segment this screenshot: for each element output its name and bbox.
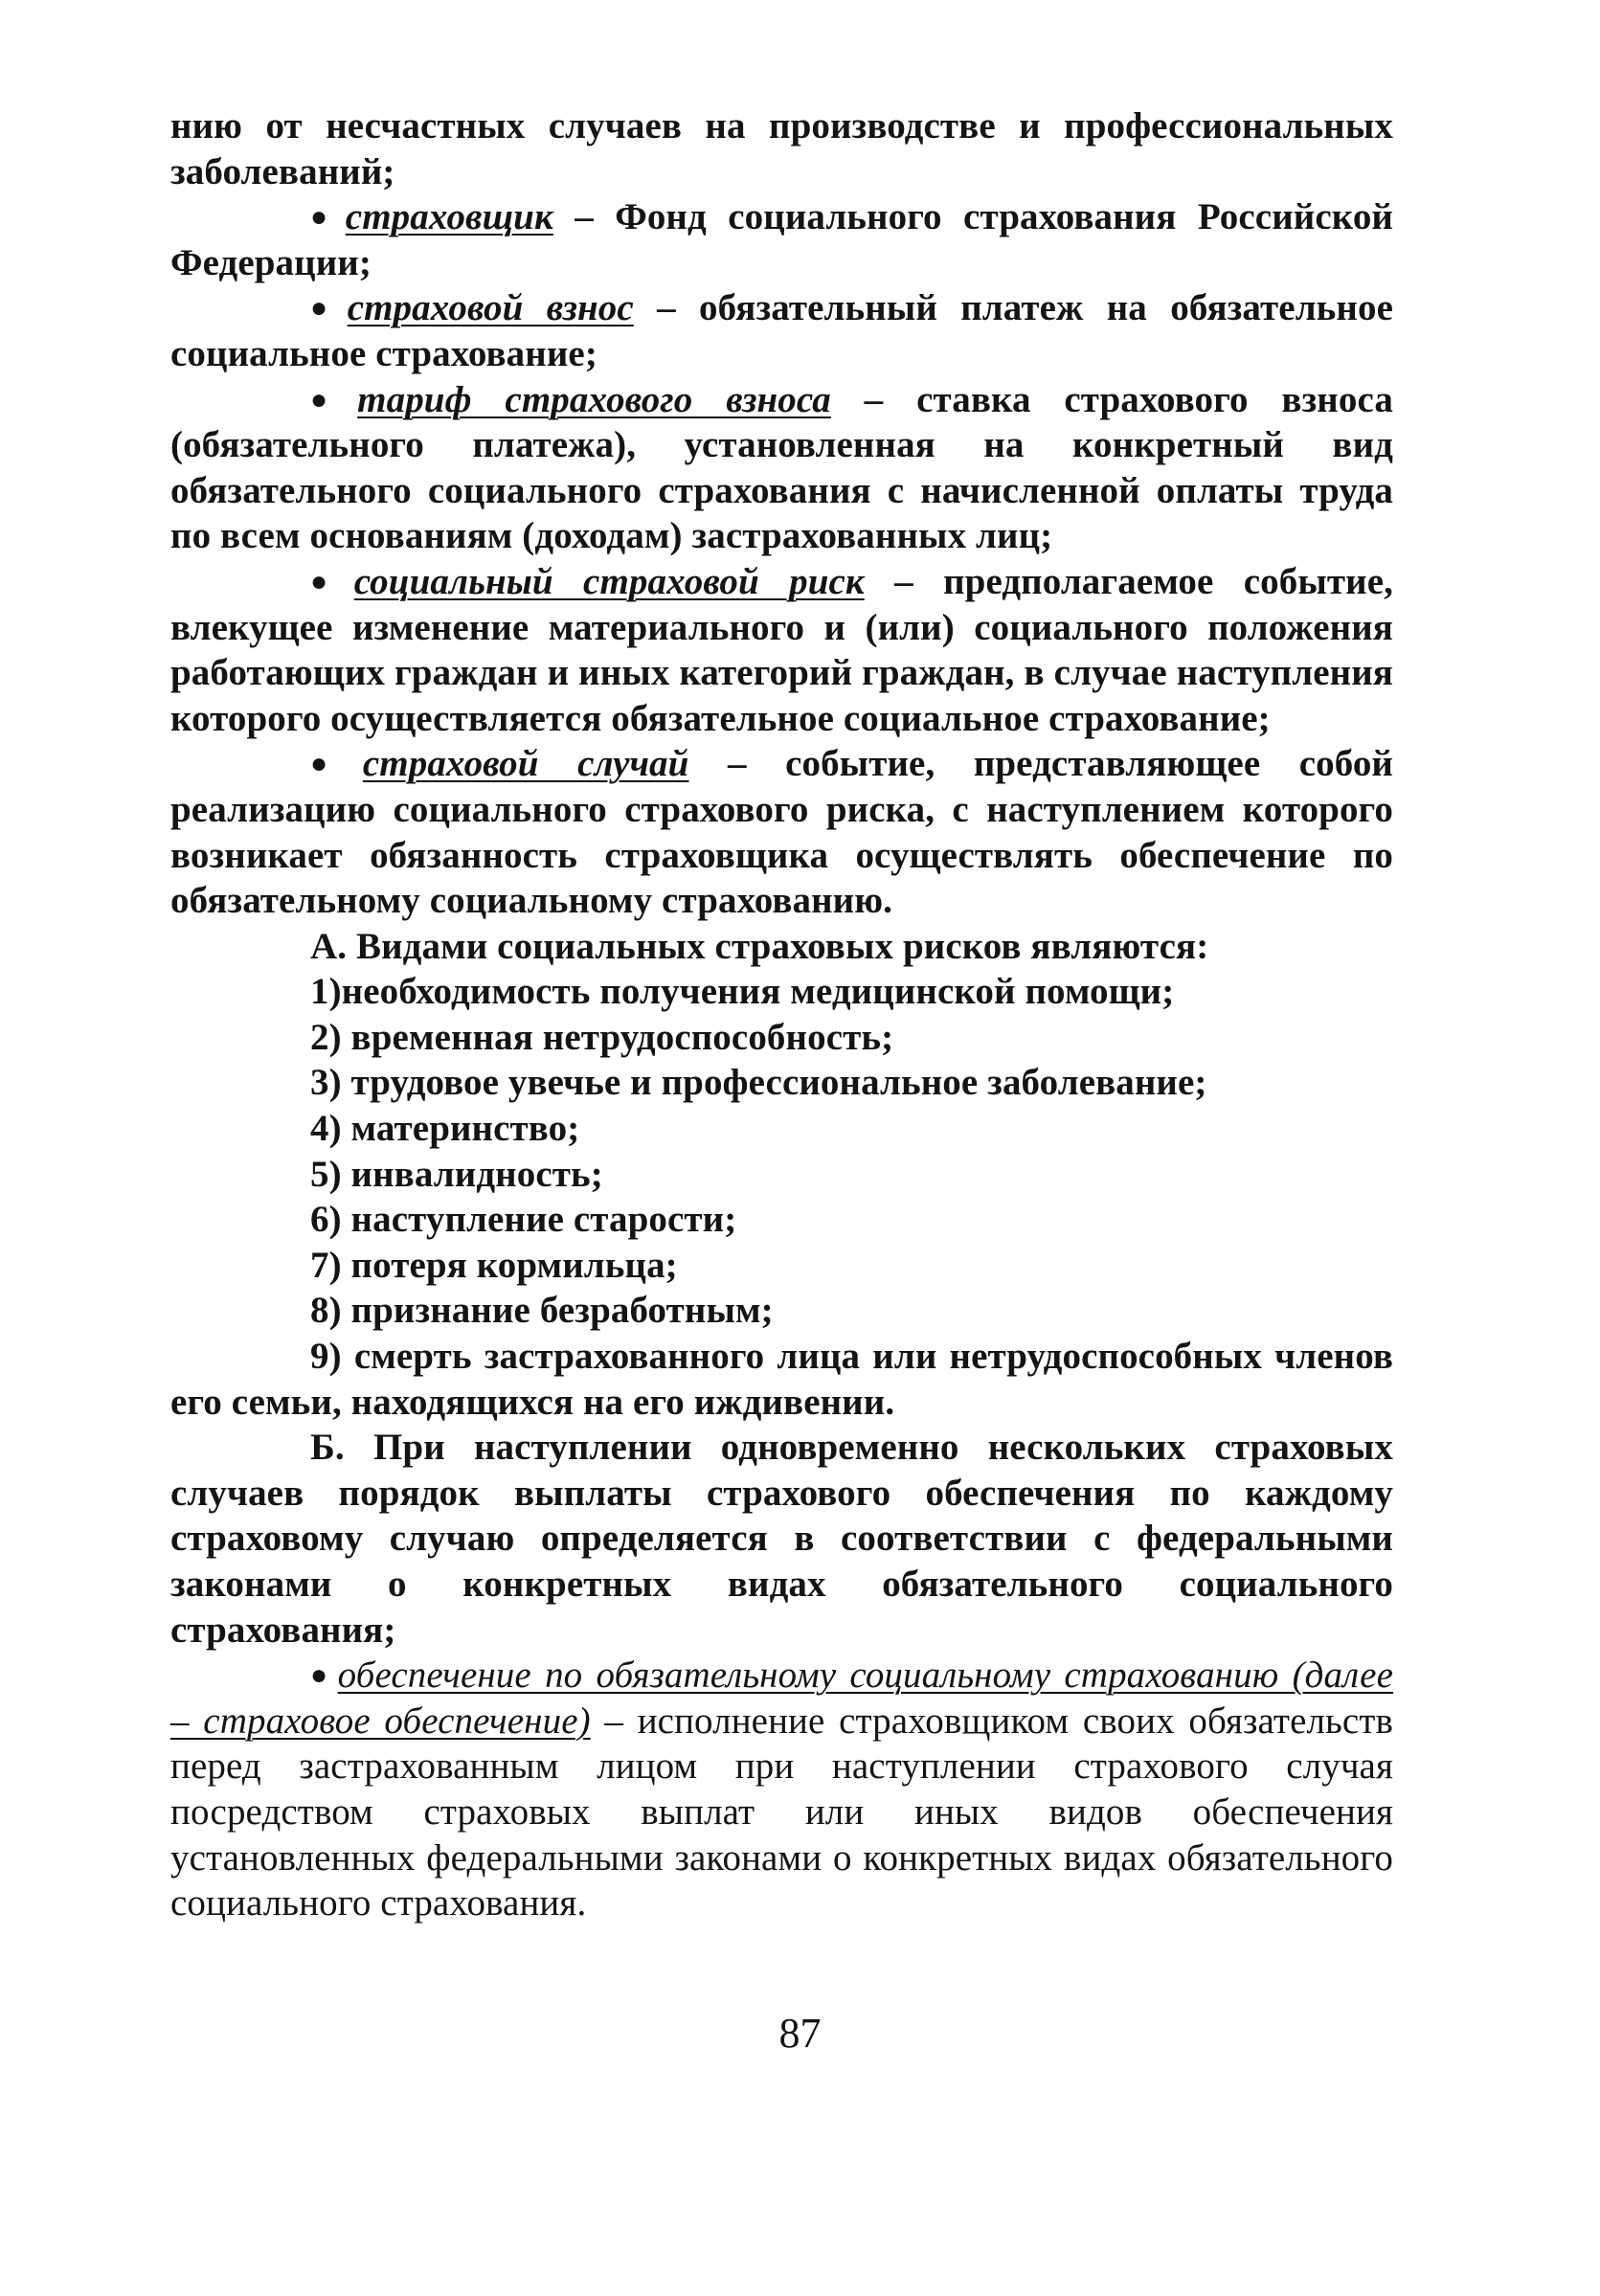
risk-list-item xyxy=(170,1152,1393,1198)
risk-list-item xyxy=(170,969,1393,1015)
definition-text: – событие, представляющее собой реализацию социального страхового риска, с наступлением которого возникает обязанность страховщика осуществлять обеспечение по обязательному социальному страхованию. xyxy=(170,743,1393,922)
paragraph-text: Б. При наступлении одновременно нескольких страховых случаев порядок выплаты страхового обеспечения по каждому страховому случаю определяется в соответствии с федеральными законами о конкретных видах обязательного социального страхования; xyxy=(170,1427,1393,1651)
page-number: 87 xyxy=(778,2010,822,2057)
definition-text: – предполагаемое событие, влекущее изменение материального и (или) социального положения работающих граждан и иных категорий граждан, в случае наступления которого осуществляется обязательное социальное страхование; xyxy=(170,560,1393,739)
list-item-text: 5) инвалидность; xyxy=(310,1153,603,1195)
definition-term: тариф страхового взноса xyxy=(357,378,831,420)
list-item-text: 2) временная нетрудоспособность; xyxy=(310,1016,894,1058)
list-item-text: 3) трудовое увечье и профессиональное заболевание; xyxy=(310,1062,1207,1104)
bullet-icon: ● xyxy=(310,201,340,234)
bullet-icon: ● xyxy=(310,383,352,416)
risk-list-item xyxy=(170,1288,1393,1334)
definition-insurer xyxy=(170,194,1393,285)
risk-list-item xyxy=(170,1334,1393,1425)
risk-list-item xyxy=(170,1106,1393,1152)
list-item-text: 6) наступление старости; xyxy=(310,1199,737,1241)
definition-tariff xyxy=(170,377,1393,559)
bullet-icon: ● xyxy=(310,748,357,780)
risk-list-item xyxy=(170,1060,1393,1106)
definition-insurance-provision xyxy=(170,1653,1393,1926)
definition-term: страховой случай xyxy=(362,743,689,785)
definition-insured-event xyxy=(170,741,1393,923)
definition-contribution xyxy=(170,285,1393,376)
paragraph-multiple-events xyxy=(170,1425,1393,1653)
risk-list-item xyxy=(170,1243,1393,1289)
definition-text: – обязательный платеж на обязательное социальное страхование; xyxy=(170,287,1393,374)
definition-text: – Фонд социального страхования Российской Федерации; xyxy=(170,196,1393,283)
paragraph-continuation xyxy=(170,103,1393,194)
definition-term: социальный страховой риск xyxy=(353,560,865,602)
bullet-icon: ● xyxy=(310,292,342,325)
bullet-icon: ● xyxy=(310,565,349,597)
definition-text: – исполнение страховщиком своих обязательств перед застрахованным лицом при наступлении страхового случая посредством страховых выплат или иных видов обеспечения установленных федеральными законами о конкретных видах обязательного социального страхования. xyxy=(170,1699,1393,1925)
list-item-text: 1)необходимость получения медицинской помощи; xyxy=(310,971,1175,1013)
list-item-text: 8) признание безработным; xyxy=(310,1290,774,1332)
definition-social-risk xyxy=(170,559,1393,741)
page-body xyxy=(170,103,1393,1926)
definition-term: страховщик xyxy=(345,196,553,238)
paragraph-text: А. Видами социальных страховых рисков являются: xyxy=(310,925,1209,967)
definition-term: страховой взнос xyxy=(347,287,634,329)
paragraph-text: нию от несчастных случаев на производстве и профессиональных заболеваний; xyxy=(170,105,1393,192)
risk-list-item xyxy=(170,1197,1393,1243)
list-item-text: 7) потеря кормильца; xyxy=(310,1244,678,1286)
definition-term: обеспечение по обязательному социальному страхованию (далее – страховое обеспечение) xyxy=(170,1654,1393,1742)
risks-heading xyxy=(170,924,1393,970)
list-item-text: 9) смерть застрахованного лица или нетрудоспособных членов его семьи, находящихся на его иждивении. xyxy=(170,1336,1393,1423)
definition-text: – ставка страхового взноса (обязательного платежа), установленная на конкретный вид обязательного социального страхования с начисленной оплаты труда по всем основаниям (доходам) застрахованных лиц; xyxy=(170,378,1393,557)
bullet-icon: ● xyxy=(310,1659,332,1692)
list-item-text: 4) материнство; xyxy=(310,1108,580,1150)
risk-list-item xyxy=(170,1015,1393,1061)
